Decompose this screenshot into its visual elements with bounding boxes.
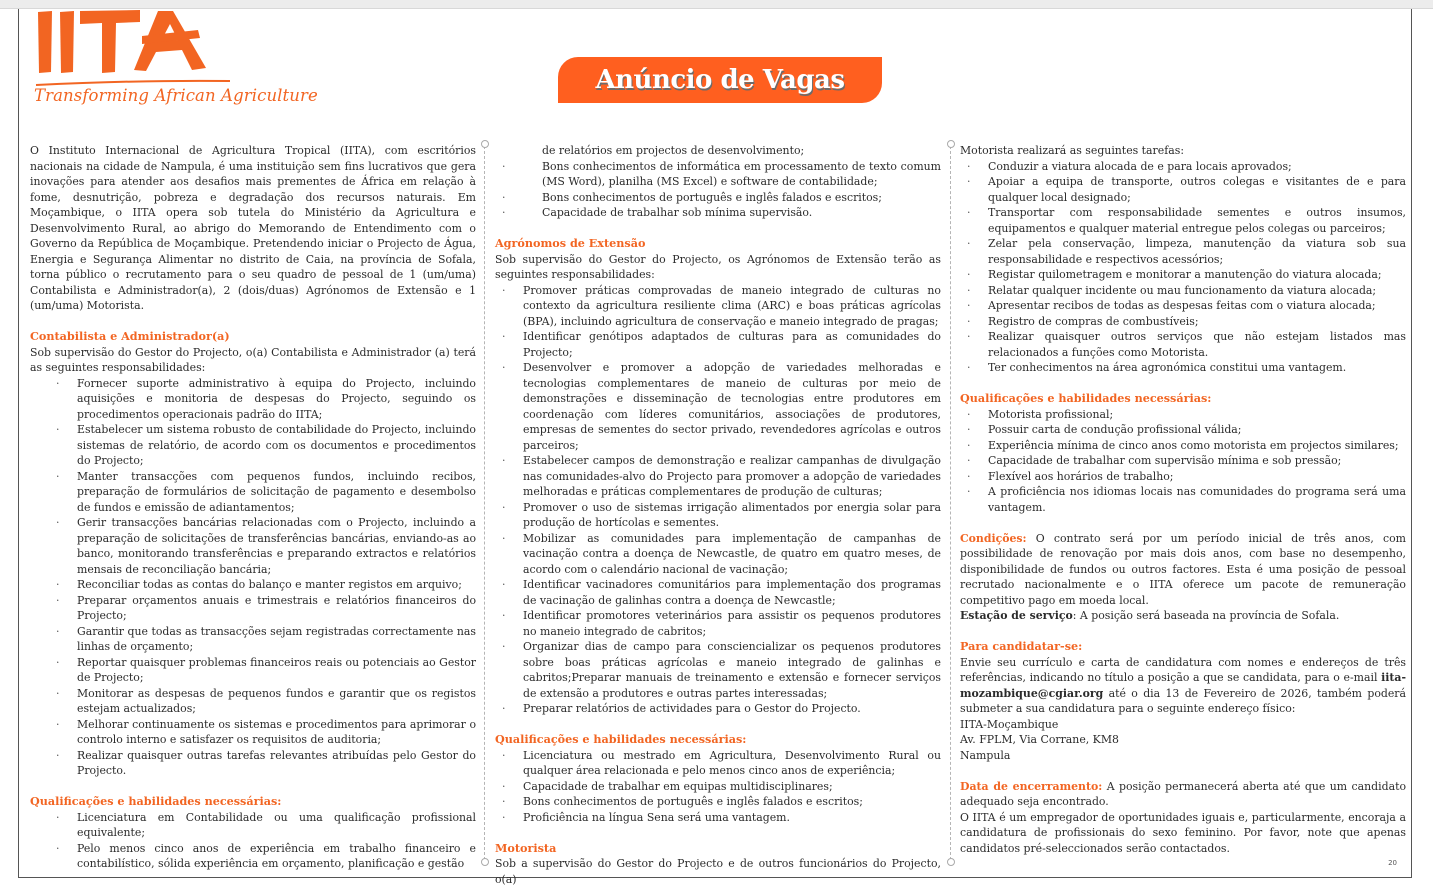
closing-date-label: Data de encerramento: bbox=[960, 779, 1103, 793]
list-item: · Fornecer suporte administrativo à equipa do Projecto, incluindo aquisições e monitoria de despesas do Projecto, seguindo os procedimentos operacionais padrão do IITA; bbox=[30, 376, 476, 423]
list-item: · Preparar relatórios de actividades para o Gestor do Projecto. bbox=[495, 701, 941, 717]
conditions-label: Condições: bbox=[960, 531, 1027, 545]
duty-station-text: : A posição será baseada na província de Sofala. bbox=[1072, 609, 1340, 622]
list-item: · Identificar promotores veterinários para assistir os pequenos produtores no maneio integrado de cabritos; bbox=[495, 608, 941, 639]
list-item: · Promover o uso de sistemas irrigação alimentados por energia solar para produção de hortícolas e sementes. bbox=[495, 500, 941, 531]
address-line: Av. FPLM, Via Corrane, KM8 bbox=[960, 733, 1119, 746]
section-heading-apply: Para candidatar-se: bbox=[960, 639, 1083, 653]
equal-opportunity-statement: O IITA é um empregador de oportunidades iguais e, particularmente, encoraja a candidatura de profissionais do sexo feminino. Por favor, note que apenas candidatos pré-seleccionados serão contactados. bbox=[960, 810, 1406, 855]
list-item: · Conduzir a viatura alocada de e para locais aprovados; bbox=[960, 159, 1406, 175]
duty-station-label: Estação de serviço bbox=[960, 609, 1073, 622]
contabilista-qualifications-cont bbox=[495, 159, 941, 221]
apply-text-2: até o dia 13 de Fevereiro de 2026, também poderá submeter a sua candidatura para o seguinte endereço físico: bbox=[960, 686, 1406, 715]
page-number: 20 bbox=[1388, 859, 1397, 867]
column-divider bbox=[484, 146, 485, 860]
list-item: · Registar quilometragem e monitorar a manutenção do viatura alocada; bbox=[960, 267, 1406, 283]
list-item: · Promover práticas comprovadas de maneio integrado de culturas no contexto da agricultura resiliente clima (ARC) e boas práticas agrícolas (BPA), incluindo agricultura de conservação e maneio integrado de pragas; bbox=[495, 283, 941, 330]
list-item: · Reportar quaisquer problemas financeiros reais ou potenciais ao Gestor de Projecto; bbox=[30, 655, 476, 686]
closing-date-text: A posição permanecerá aberta até que um candidato adequado seja encontrado. bbox=[960, 779, 1407, 808]
list-item: · Preparar orçamentos anuais e trimestrais e relatórios financeiros do Projecto; bbox=[30, 593, 476, 624]
list-item: · Bons conhecimentos de informática em processamento de texto comum (MS Word), planilha (MS Excel) e software de contabilidade; bbox=[495, 159, 941, 190]
agronomos-responsibilities bbox=[495, 283, 941, 717]
list-item: · Bons conhecimentos de português e inglês falados e escritos; bbox=[495, 190, 941, 206]
motorista-qualifications bbox=[960, 407, 1406, 516]
conditions-text: O contrato será por um período inicial de três anos, com possibilidade de renovação por mais dois anos, com base no desempenho, disponibilidade de fundos ou outros factores. Esta é uma posição de pessoal recrutado nacionalmente e o IITA oferece um pacote de remuneração competitivo pago em moeda local. bbox=[960, 531, 1406, 607]
agronomos-qualifications bbox=[495, 748, 941, 826]
list-item: · Capacidade de trabalhar com supervisão mínima e sob pressão; bbox=[960, 453, 1406, 469]
list-item: · Ter conhecimentos na área agronómica constitui uma vantagem. bbox=[960, 360, 1406, 376]
motorista-tasks bbox=[960, 159, 1406, 376]
list-item: · Experiência mínima de cinco anos como motorista em projectos similares; bbox=[960, 438, 1406, 454]
list-item: · Registro de compras de combustíveis; bbox=[960, 314, 1406, 330]
list-item: · Relatar qualquer incidente ou mau funcionamento da viatura alocada; bbox=[960, 283, 1406, 299]
list-item: · Possuir carta de condução profissional válida; bbox=[960, 422, 1406, 438]
section-heading-qualifications: Qualificações e habilidades necessárias: bbox=[960, 391, 1212, 405]
list-item: · Proficiência na língua Sena será uma vantagem. bbox=[495, 810, 941, 826]
list-item: · Realizar quaisquer outros serviços que não estejam listados mas relacionados a funções como Motorista. bbox=[960, 329, 1406, 360]
list-item: · Bons conhecimentos de português e inglês falados e escritos; bbox=[495, 794, 941, 810]
conditions-paragraph bbox=[960, 531, 1406, 609]
apply-paragraph bbox=[960, 655, 1406, 717]
section-heading-qualifications: Qualificações e habilidades necessárias: bbox=[495, 732, 747, 746]
list-item: · Flexível aos horários de trabalho; bbox=[960, 469, 1406, 485]
list-item: · Zelar pela conservação, limpeza, manutenção da viatura sob sua responsabilidade e respectivos acessórios; bbox=[960, 236, 1406, 267]
column-divider bbox=[950, 146, 951, 860]
column-3 bbox=[960, 143, 1406, 856]
agronomos-lead: Sob supervisão do Gestor do Projecto, os Agrónomos de Extensão terão as seguintes responsabilidades: bbox=[495, 252, 941, 281]
section-heading-motorista: Motorista bbox=[495, 840, 557, 855]
list-item: · Mobilizar as comunidades para implementação de campanhas de vacinação contra a doença de Newcastle, de quatro em quatro meses, de acordo com o calendário nacional de vacinação; bbox=[495, 531, 941, 578]
list-item: · Monitorar as despesas de pequenos fundos e garantir que os registos estejam actualizados; bbox=[30, 686, 476, 717]
list-item: · Apoiar a equipa de transporte, outros colegas e visitantes de e para qualquer local designado; bbox=[960, 174, 1406, 205]
logo-tagline: Transforming African Agriculture bbox=[34, 86, 318, 105]
title-banner bbox=[558, 57, 882, 103]
contabilista-responsibilities bbox=[30, 376, 476, 779]
duty-station bbox=[960, 608, 1406, 624]
list-item: · Identificar vacinadores comunitários para implementação dos programas de vacinação de galinhas contra a doença de Newcastle; bbox=[495, 577, 941, 608]
list-item: · Desenvolver e promover a adopção de variedades melhoradas e tecnologias complementares de maneio de culturas por meio de demonstrações e disseminação de tecnologias entre produtores em coordenação com líderes comunitários, associações de produtores, empresas de sementes do sector privado, revendedores agrícolas e outros parceiros; bbox=[495, 360, 941, 453]
list-item: · Capacidade de trabalhar em equipas multidisciplinares; bbox=[495, 779, 941, 795]
list-item: · Capacidade de trabalhar sob mínima supervisão. bbox=[495, 205, 941, 221]
address-line: IITA-Moçambique bbox=[960, 717, 1059, 731]
list-item: · A proficiência nos idiomas locais nas comunidades do programa será uma vantagem. bbox=[960, 484, 1406, 515]
list-item: · Pelo menos cinco anos de experiência em trabalho financeiro e contabilístico, sólida experiência em orçamento, planificação e gestão bbox=[30, 841, 476, 872]
column-2 bbox=[495, 143, 941, 887]
address-line: Nampula bbox=[960, 748, 1011, 762]
intro-paragraph: O Instituto Internacional de Agricultura Tropical (IITA), com escritórios nacionais na cidade de Nampula, é uma instituição sem fins lucrativos que gera inovações para atender aos desafios mais prementes de África em relação à fome, desnutrição, pobreza e degradação dos recursos naturais. Em Moçambique, o IITA opera sob tutela do Ministério da Agricultura e Desenvolvimento Rural, ao abrigo do Memorando de Entendimento com o Governo da República de Moçambique. Pretendendo iniciar o Projecto de Água, Energia e Segurança Alimentar no distrito de Caia, na província de Sofala, torna público o recrutamento para o seu quadro de pessoal de 1 (um/uma) Contabilista e Administrador(a), 2 (dois/duas) Agrónomos de Extensão e 1 (um/uma) Motorista. bbox=[30, 144, 476, 312]
contabilista-qualifications bbox=[30, 810, 476, 872]
list-item: · Estabelecer um sistema robusto de contabilidade do Projecto, incluindo sistemas de relatório, de acordo com os documentos e procedimentos do Projecto; bbox=[30, 422, 476, 469]
list-item: · Licenciatura em Contabilidade ou uma qualificação profissional equivalente; bbox=[30, 810, 476, 841]
motorista-lead: Sob a supervisão do Gestor do Projecto e de outros funcionários do Projecto, o(a) bbox=[495, 857, 941, 886]
apply-email-link[interactable]: iita-mozambique@cgiar.org bbox=[960, 671, 1406, 700]
section-heading-contabilista: Contabilista e Administrador(a) bbox=[30, 329, 230, 343]
list-item: · Transportar com responsabilidade sementes e outros insumos, equipamentos e qualquer material entregue pelos colegas ou parceiros; bbox=[960, 205, 1406, 236]
iita-logo-mark bbox=[30, 8, 280, 88]
motorista-lead-continued: Motorista realizará as seguintes tarefas: bbox=[960, 144, 1184, 157]
list-item: · Reconciliar todas as contas do balanço e manter registos em arquivo; bbox=[30, 577, 476, 593]
list-item-continuation: de relatórios em projectos de desenvolvimento; bbox=[542, 144, 805, 157]
list-item: · Melhorar continuamente os sistemas e procedimentos para aprimorar o controlo interno e satisfazer os requisitos de auditoria; bbox=[30, 717, 476, 748]
section-heading-qualifications: Qualificações e habilidades necessárias: bbox=[30, 794, 282, 808]
contabilista-lead: Sob supervisão do Gestor do Projecto, o(a) Contabilista e Administrador (a) terá as seguintes responsabilidades: bbox=[30, 345, 476, 374]
page-title: Anúncio de Vagas bbox=[595, 65, 845, 95]
list-item: · Apresentar recibos de todas as despesas feitas com o viatura alocada; bbox=[960, 298, 1406, 314]
list-item: · Licenciatura ou mestrado em Agricultura, Desenvolvimento Rural ou qualquer área relacionada e pelo menos cinco anos de experiência; bbox=[495, 748, 941, 779]
closing-date-paragraph bbox=[960, 779, 1406, 810]
list-item: · Realizar quaisquer outras tarefas relevantes atribuídas pelo Gestor do Projecto. bbox=[30, 748, 476, 779]
list-item: · Manter transacções com pequenos fundos, incluindo recibos, preparação de formulários de solicitação de pagamento e desembolso de fundos e emissão de adiantamentos; bbox=[30, 469, 476, 516]
apply-text: Envie seu currículo e carta de candidatura com nomes e endereços de três referências, indicando no título a posição a que se candidata, para o e-mail bbox=[960, 655, 1406, 684]
list-item: · Estabelecer campos de demonstração e realizar campanhas de divulgação nas comunidades-alvo do Projecto para promover a adopção de variedades melhoradas e práticas complementares de produção de culturas; bbox=[495, 453, 941, 500]
section-heading-agronomos: Agrónomos de Extensão bbox=[495, 236, 646, 250]
list-item: · Garantir que todas as transacções sejam registradas correctamente nas linhas de orçamento; bbox=[30, 624, 476, 655]
list-item: · Identificar genótipos adaptados de culturas para as comunidades do Projecto; bbox=[495, 329, 941, 360]
list-item: · Organizar dias de campo para consciencializar os pequenos produtores sobre boas práticas agrícolas e maneio integrado de galinhas e cabritos;Preparar manuais de treinamento e extensão e fornecer serviços de extensão a produtores e outras partes interessadas; bbox=[495, 639, 941, 701]
column-1 bbox=[30, 143, 476, 872]
list-item: · Gerir transacções bancárias relacionadas com o Projecto, incluindo a preparação de solicitações de transferências bancárias, enviando-as ao banco, monitorando transferências e preparando extractos e relatórios mensais de reconciliação bancária; bbox=[30, 515, 476, 577]
list-item: · Motorista profissional; bbox=[960, 407, 1406, 423]
